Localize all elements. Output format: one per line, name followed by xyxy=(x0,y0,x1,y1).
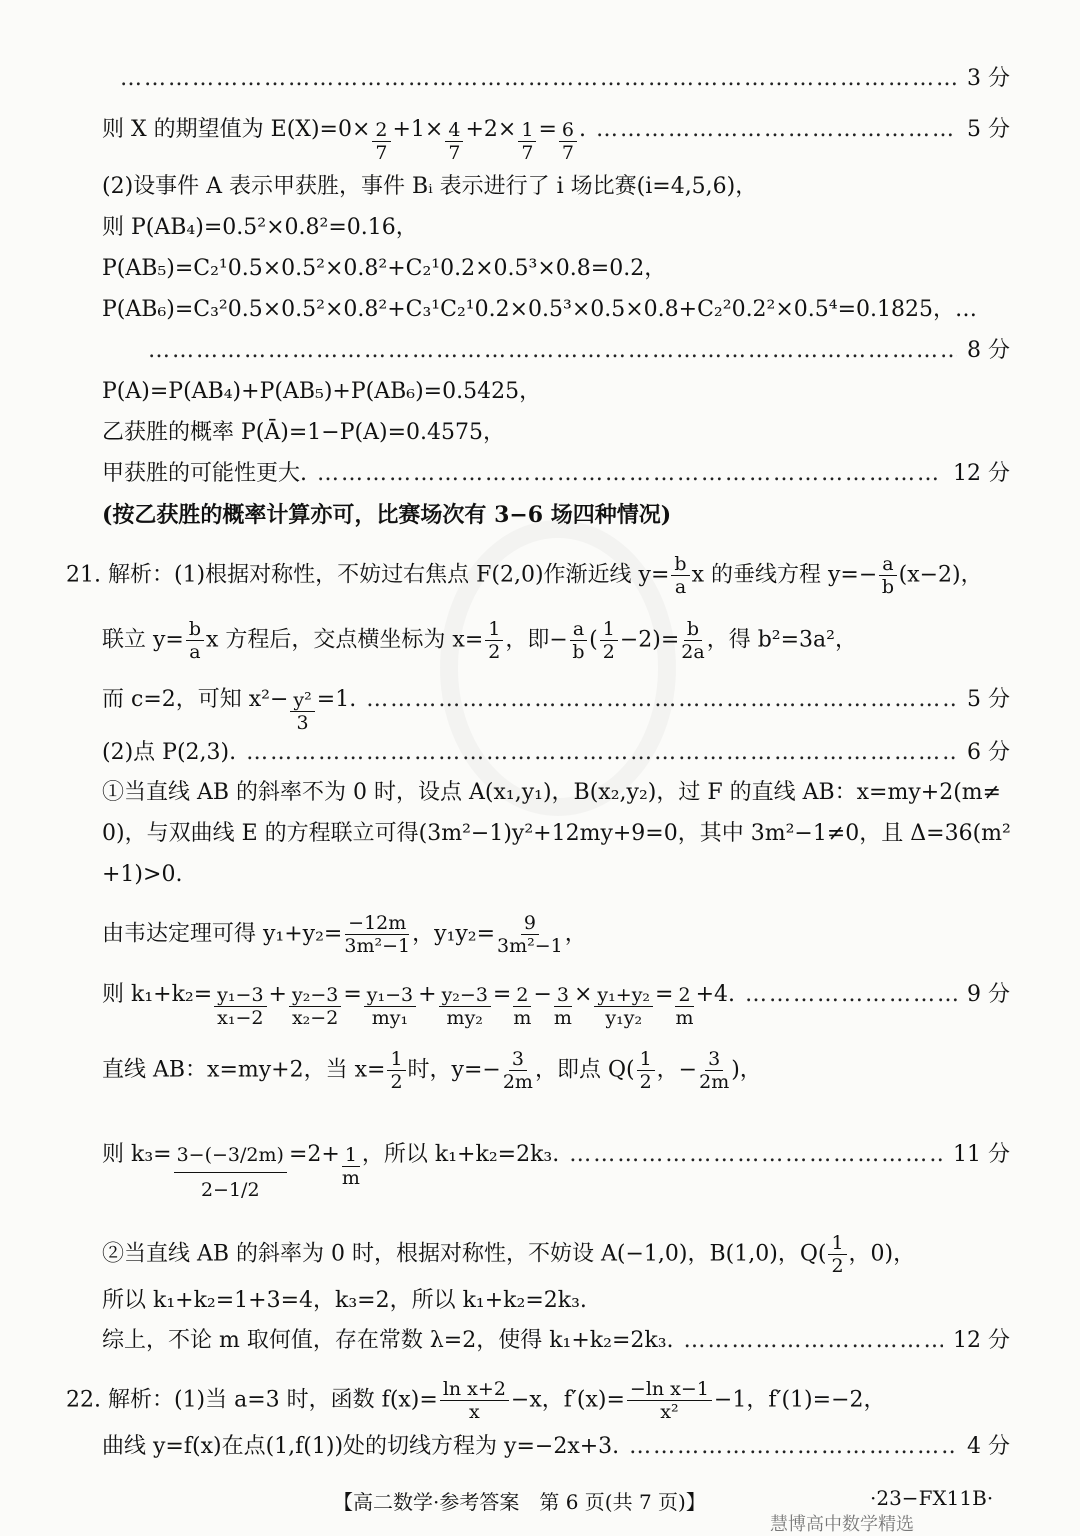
fraction: $\frac{\text{y₁−3}}{\text{x₁−2}}$ xyxy=(214,984,266,1029)
note-line: (按乙获胜的概率计算亦可，比赛场次有 3−6 场四种情况) xyxy=(102,502,672,528)
text-line: 0)，与双曲线 E 的方程联立可得(3m²−1)y²+12my+9=0，其中 3m²−1≠0，且 Δ=36(m² xyxy=(102,821,1011,846)
q22-line2: 曲线 y=f(x)在点(1,f(1))处的切线方程为 y=−2x+3. …………………………………………………………………………………………………………………………………………………………………… 4 分 xyxy=(102,1432,1010,1462)
fraction: $\frac{1}{2}$ xyxy=(828,1232,846,1277)
q22-line1: 22. 解析：(1)当 a=3 时，函数 f(x)= $\frac{\text{ln x+2}}{x}$ −x，f′(x)= $\frac{\text{−ln x−1}}{\text{x²}}$ −1，f′(1)=−2， xyxy=(66,1378,886,1423)
footer-code: ·23−FX11B· xyxy=(870,1486,994,1510)
expectation-line: 则 X 的期望值为 E(X)=0× $\frac{2}{7}$ +1× $\frac{4}{7}$ +2× $\frac{1}{7}$ = $\frac{6}{7}$ . …………………………………………………………………………………………………………………………………………………………………… 5 分 xyxy=(102,115,1010,164)
fraction: $\frac{2}{m}$ xyxy=(675,984,694,1029)
text-line: P(AB₅)=C₂¹0.5×0.5²×0.8²+C₂¹0.2×0.5³×0.8=0.2， xyxy=(102,256,667,281)
text-line: P(A)=P(AB₄)+P(AB₅)+P(AB₆)=0.5425， xyxy=(102,379,542,404)
score: 9 分 xyxy=(967,982,1010,1007)
score: 11 分 xyxy=(953,1142,1010,1167)
q21-line3: 而 c=2，可知 x²− $\frac{\text{y²}}{3}$ =1. …………………………………………………………………………………………………………………………………………………………………… 5 分 xyxy=(102,685,1010,734)
fraction: $\frac{\text{y₁+y₂}}{\text{y₁y₂}}$ xyxy=(594,984,653,1029)
fraction: $\frac{\text{y₁−3}}{\text{my₁}}$ xyxy=(364,984,416,1029)
text-line: 乙获胜的概率 P(Ā)=1−P(A)=0.4575， xyxy=(102,420,505,445)
fraction: $\frac{2}{m}$ xyxy=(513,984,532,1029)
score: 6 分 xyxy=(967,740,1010,765)
fraction: $\frac{4}{7}$ xyxy=(445,119,463,164)
text-line: (2)设事件 A 表示甲获胜，事件 Bᵢ 表示进行了 i 场比赛(i=4,5,6)， xyxy=(102,174,758,199)
score: 5 分 xyxy=(967,117,1010,142)
fraction: $\frac{3}{2m}$ xyxy=(699,1048,730,1093)
text-line: 所以 k₁+k₂=1+3=4，k₃=2，所以 k₁+k₂=2k₃. xyxy=(102,1288,587,1313)
fraction: $\frac{\text{−ln x−1}}{\text{x²}}$ xyxy=(627,1378,712,1423)
q21-line1: 21. 解析：(1)根据对称性，不妨过右焦点 F(2,0)作渐近线 y= $\frac{b}{a}$ x 的垂线方程 y=− $\frac{a}{b}$ (x−2)， xyxy=(66,553,983,598)
fraction: $\frac{2}{7}$ xyxy=(372,119,390,164)
score: 5 分 xyxy=(967,687,1010,712)
score: 8 分 xyxy=(967,338,1010,363)
fraction: $\frac{\text{y₂−3}}{\text{my₂}}$ xyxy=(439,984,491,1029)
fraction: $\frac{-12m}{\text{3m²−1}}$ xyxy=(344,912,411,957)
k-sum-line: 则 k₁+k₂= $\frac{\text{y₁−3}}{\text{x₁−2}}$ + $\frac{\text{y₂−3}}{\text{x₂−2}}$ = $\frac{\text{y₁−3}}{\text{my₁}}$ + $\frac{\text{y₂−3}}{\text{my₂}}$ = $\frac{2}{m}$ − $\frac{3}{m}$ × $\frac{\text{y₁+y₂}}{\text{y₁y₂}}$ = $\frac{2}{m}$ +4. …………………………………………………………………………………………………………………………………………………………………… 9 分 xyxy=(102,980,1010,1029)
score: 12 分 xyxy=(953,461,1010,486)
fraction: $\frac{9}{\text{3m²−1}}$ xyxy=(497,912,563,957)
text-line: ①当直线 AB 的斜率不为 0 时，设点 A(x₁,y₁)，B(x₂,y₂)，过 F 的直线 AB：x=my+2(m≠ xyxy=(102,780,1002,805)
score-line: 综上，不论 m 取何值，存在常数 λ=2，使得 k₁+k₂=2k₃. …………………………………………………………………………………………………………………………………………………………………… 12 分 xyxy=(102,1326,1010,1356)
footer-page-info: 【高二数学·参考答案 第 6 页(共 7 页)】 xyxy=(333,1490,706,1514)
q-point-line: 直线 AB：x=my+2，当 x= $\frac{1}{2}$ 时，y=− $\frac{3}{2m}$ ，即点 Q( $\frac{1}{2}$ ，− $\frac{3}{2m}$ )， xyxy=(102,1048,762,1093)
text-line: +1)>0. xyxy=(102,862,183,887)
fraction: $\frac{6}{7}$ xyxy=(559,119,577,164)
fraction: $\frac{1}{2}$ xyxy=(637,1048,655,1093)
k3-line: 则 k₃= $\frac{3-(-3/2m)}{2-1/2}$ =2+ $\frac{1}{m}$ ，所以 k₁+k₂=2k₃. …………………………………………………………………………………………………………………………………………………………………… 11 分 xyxy=(102,1138,1010,1207)
fraction: $\frac{3-(-3/2m)}{2-1/2}$ xyxy=(174,1138,287,1207)
fraction: $\frac{1}{2}$ xyxy=(387,1048,405,1093)
fraction: $\frac{1}{2}$ xyxy=(485,618,503,663)
score: 12 分 xyxy=(953,1328,1010,1353)
score-line xyxy=(148,336,1010,366)
watermark-text: 慧博高中数学精选 xyxy=(770,1514,914,1535)
q21-line2: 联立 y= $\frac{b}{a}$ x 方程后，交点横坐标为 x= $\frac{1}{2}$ ，即− $\frac{a}{b}$ ( $\frac{1}{2}$ −2)= $\frac{b}{2a}$ ，得 b²=3a²， xyxy=(102,618,857,663)
fraction: $\frac{3}{2m}$ xyxy=(502,1048,533,1093)
text-line: P(AB₆)=C₃²0.5×0.5²×0.8²+C₃¹C₂¹0.2×0.5³×0.5×0.8+C₂²0.2²×0.5⁴=0.1825，… xyxy=(102,297,978,322)
fraction: $\frac{b}{2a}$ xyxy=(681,618,705,663)
fraction: $\frac{1}{7}$ xyxy=(518,119,536,164)
vieta-line: 由韦达定理可得 y₁+y₂= $\frac{-12m}{\text{3m²−1}}$ ，y₁y₂= $\frac{9}{\text{3m²−1}}$ ， xyxy=(102,912,587,957)
fraction: $\frac{a}{b}$ xyxy=(570,618,587,663)
fraction: $\frac{b}{a}$ xyxy=(186,618,204,663)
fraction: $\frac{1}{2}$ xyxy=(600,618,618,663)
fraction: $\frac{\text{y²}}{3}$ xyxy=(290,689,314,734)
fraction: $\frac{a}{b}$ xyxy=(879,553,896,598)
fraction: $\frac{3}{m}$ xyxy=(553,984,572,1029)
score: 3 分 xyxy=(967,66,1010,91)
case2-line: ②当直线 AB 的斜率为 0 时，根据对称性，不妨设 A(−1,0)，B(1,0)，Q( $\frac{1}{2}$ ，0)， xyxy=(102,1232,916,1277)
fraction: $\frac{\text{ln x+2}}{x}$ xyxy=(440,1378,509,1423)
text-line: 则 P(AB₄)=0.5²×0.8²=0.16， xyxy=(102,215,418,240)
score-line: 甲获胜的可能性更大. …………………………………………………………………………………………………………………………………………………………………… 12 分 xyxy=(102,459,1010,489)
score: 4 分 xyxy=(967,1434,1010,1459)
fraction: $\frac{\text{y₂−3}}{\text{x₂−2}}$ xyxy=(289,984,341,1029)
fraction: $\frac{1}{m}$ xyxy=(341,1144,360,1189)
q21-line4: (2)点 P(2,3). …………………………………………………………………………………………………………………………………………………………………… 6 分 xyxy=(102,738,1010,768)
score-line xyxy=(120,64,1010,94)
fraction: $\frac{b}{a}$ xyxy=(671,553,689,598)
